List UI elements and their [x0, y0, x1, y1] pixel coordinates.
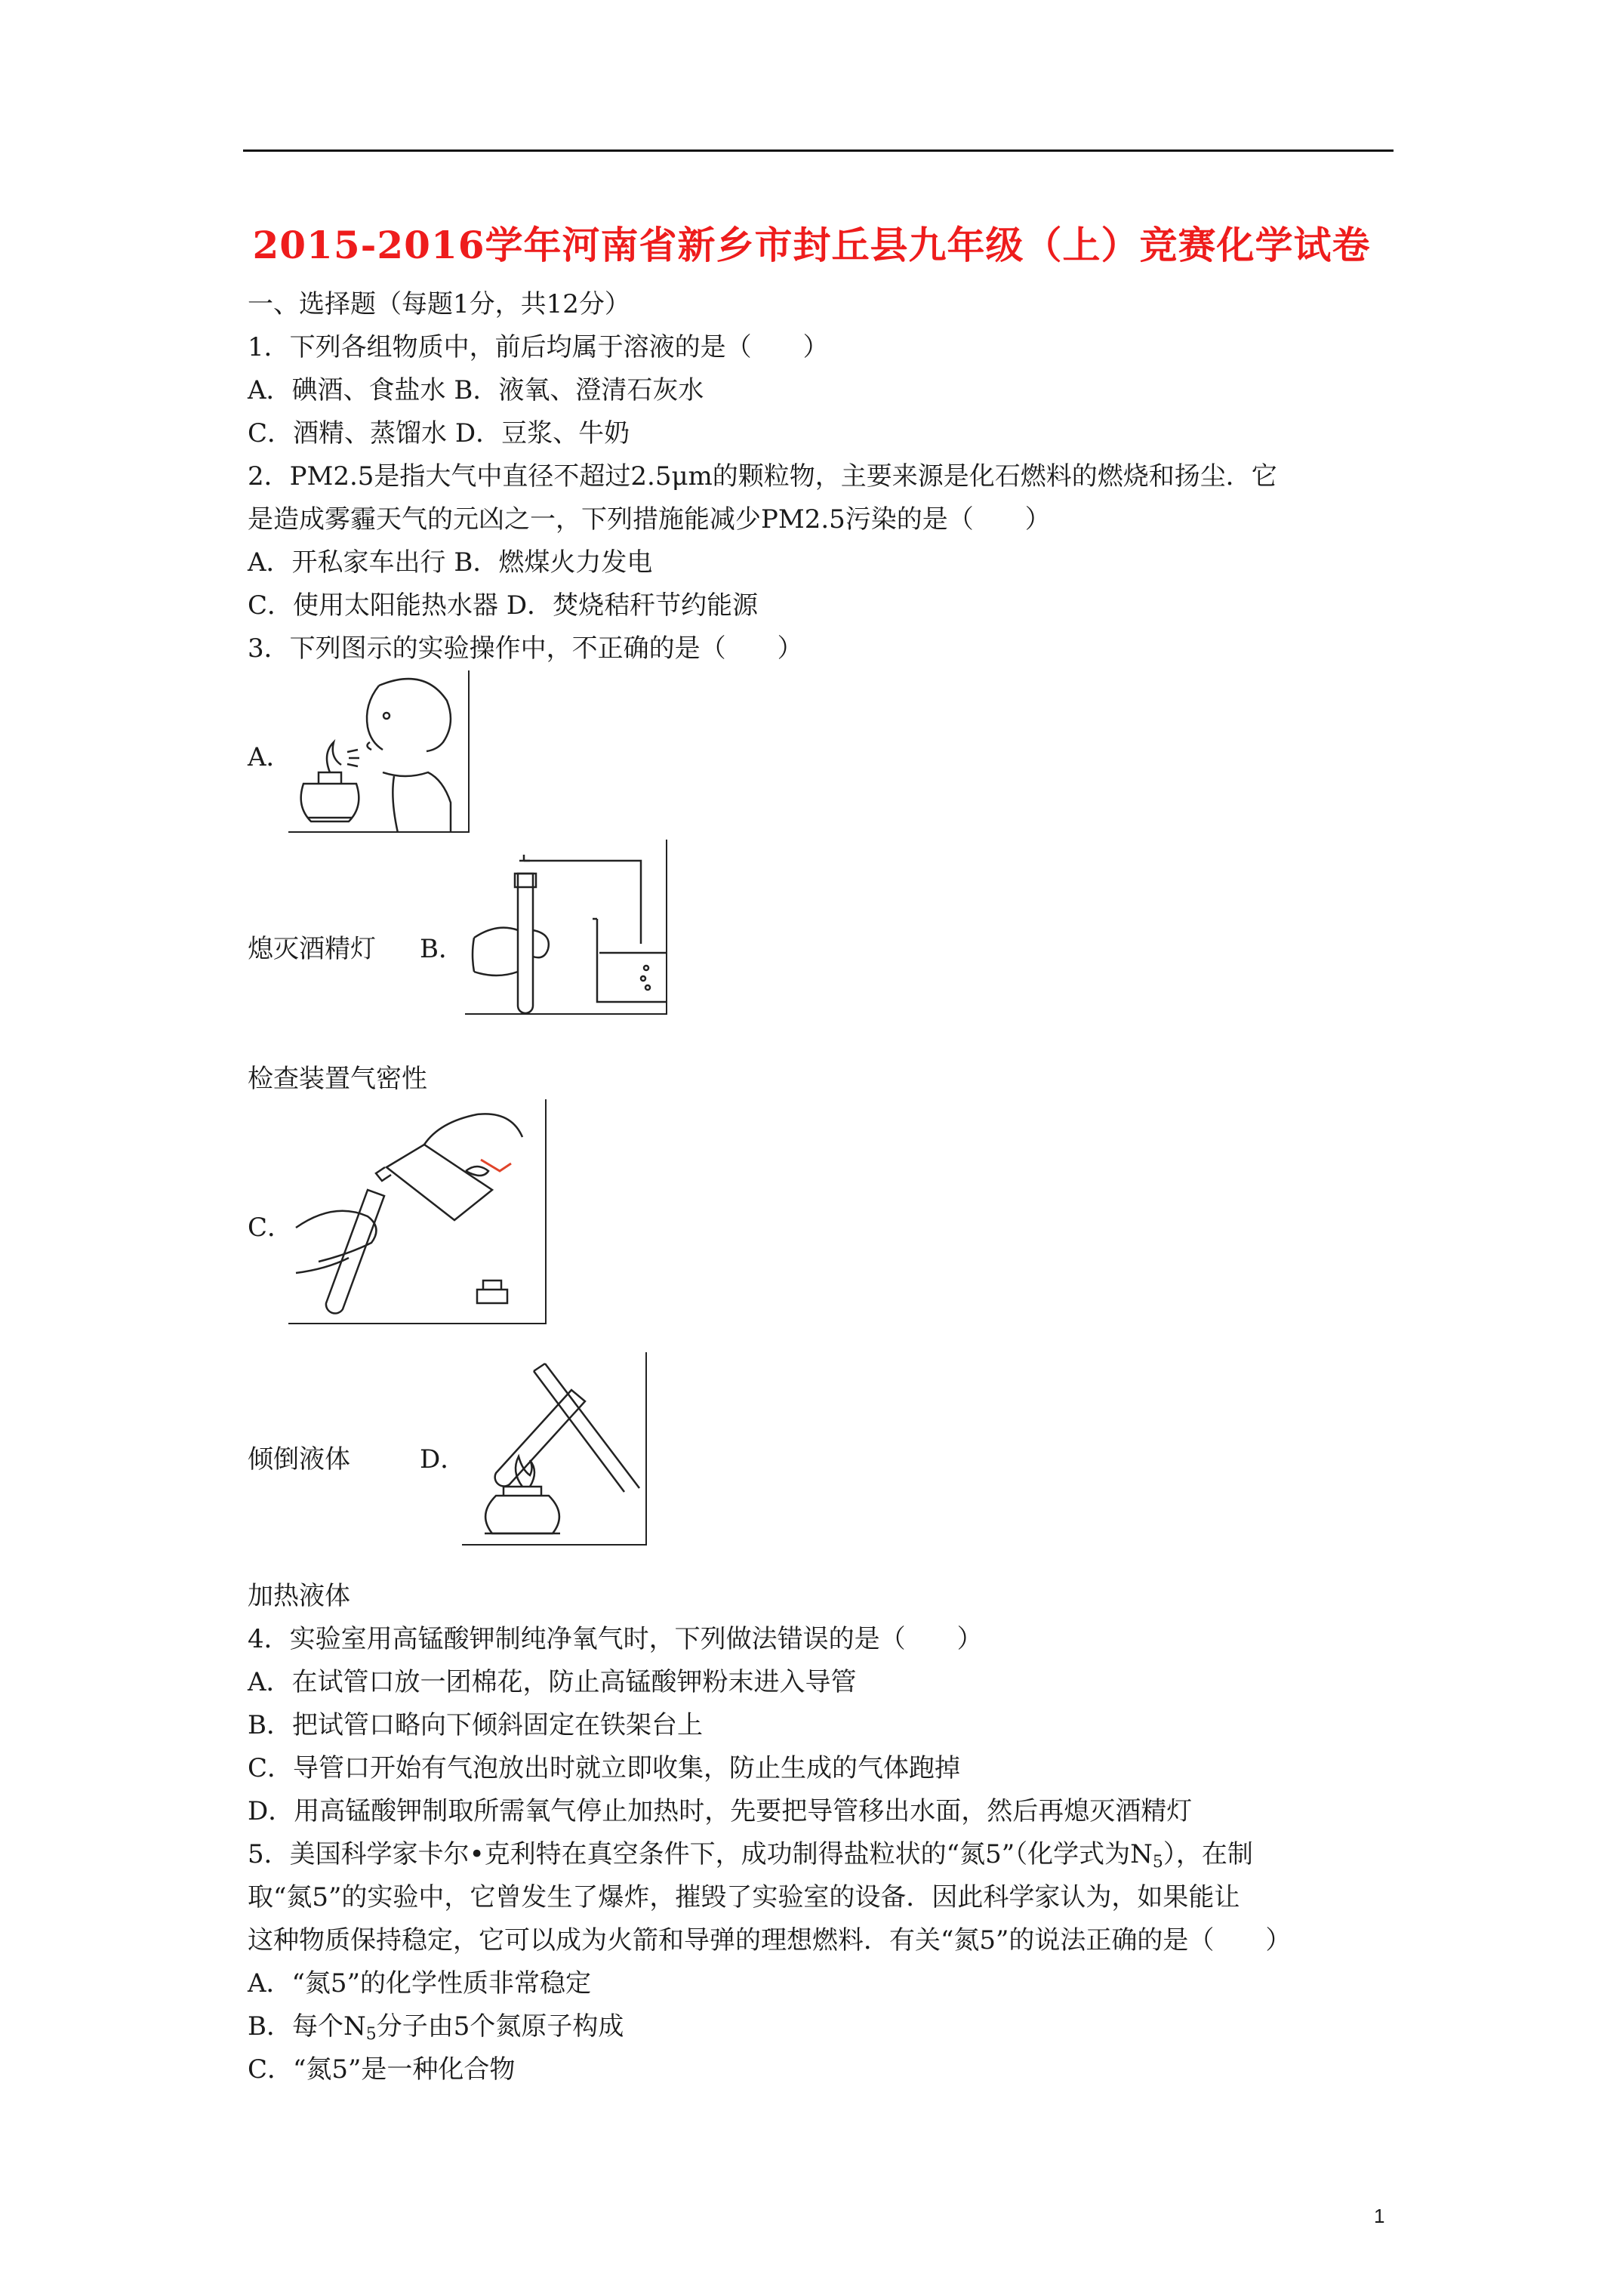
q3-option-a-label: A． — [248, 742, 292, 772]
q5-stem-line1-tail: ），在制 — [1163, 1839, 1253, 1869]
q4-option-d: D．用高锰酸钾制取所需氧气停止加热时，先要把导管移出水面，然后再熄灭酒精灯 — [248, 1796, 1193, 1826]
q3-option-b-caption: 检查装置气密性 — [248, 1064, 427, 1094]
q5-option-a: A．“氮5”的化学性质非常稳定 — [248, 1968, 591, 1999]
q3-option-b-label: B． — [420, 934, 464, 964]
q5-option-b — [248, 2011, 624, 2050]
q2-stem-line1: 2．PM2.5是指大气中直径不超过2.5μm的颗粒物，主要来源是化石燃料的燃烧和扬尘．它 — [248, 461, 1277, 492]
page-title: 2015-2016学年河南省新乡市封丘县九年级（上）竞赛化学试卷 — [252, 223, 1371, 267]
q3-stem: 3．下列图示的实验操作中，不正确的是（ ） — [248, 633, 803, 664]
q2-stem-line2: 是造成雾霾天气的元凶之一，下列措施能减少PM2.5污染的是（ ） — [248, 504, 1051, 535]
figure-heat-liquid — [462, 1352, 647, 1546]
q5-option-b-tail: 分子由5个氮原子构成 — [376, 2011, 624, 2042]
section-heading: 一、选择题（每题1分，共12分） — [248, 289, 630, 319]
q3-option-d-caption: 加热液体 — [248, 1581, 350, 1611]
q5-option-c: C．“氮5”是一种化合物 — [248, 2054, 516, 2085]
q2-options-ab: A．开私家车出行 B．燃煤火力发电 — [248, 547, 653, 578]
figure-extinguish-lamp — [288, 670, 470, 833]
q4-option-c: C．导管口开始有气泡放出时就立即收集，防止生成的气体跑掉 — [248, 1753, 961, 1783]
q5-stem-line1-text: 5．美国科学家卡尔•克利特在真空条件下，成功制得盐粒状的“氮5”（化学式为N — [248, 1839, 1153, 1869]
header-rule — [243, 149, 1394, 152]
q2-options-cd: C．使用太阳能热水器 D．焚烧秸秆节约能源 — [248, 590, 759, 621]
blowing-out-lamp-illustration — [288, 670, 470, 833]
q1-options-ab: A．碘酒、食盐水 B．液氧、澄清石灰水 — [248, 375, 704, 405]
q5-option-b-subscript: 5 — [365, 2025, 377, 2044]
q3-option-a-caption: 熄灭酒精灯 — [248, 934, 376, 964]
q5-stem-line1 — [248, 1839, 1253, 1878]
pouring-liquid-illustration — [288, 1099, 547, 1324]
q3-option-c-label: C． — [248, 1213, 294, 1243]
q5-stem-line3: 这种物质保持稳定，它可以成为火箭和导弹的理想燃料．有关“氮5”的说法正确的是（ ） — [248, 1925, 1292, 1955]
q4-option-a: A．在试管口放一团棉花，防止高锰酸钾粉末进入导管 — [248, 1667, 857, 1697]
figure-check-airtightness — [465, 840, 667, 1015]
q4-stem: 4．实验室用高锰酸钾制纯净氧气时，下列做法错误的是（ ） — [248, 1624, 983, 1654]
airtightness-apparatus-illustration — [465, 840, 667, 1015]
q5-option-b-text: B．每个N — [248, 2011, 366, 2042]
page-number: 1 — [1374, 2205, 1385, 2227]
figure-pour-liquid — [288, 1099, 547, 1324]
q3-option-c-caption: 倾倒液体 — [248, 1444, 350, 1475]
q5-formula-subscript: 5 — [1152, 1853, 1163, 1872]
q5-stem-line2: 取“氮5”的实验中，它曾发生了爆炸，摧毁了实验室的设备．因此科学家认为，如果能让 — [248, 1882, 1240, 1912]
q1-options-cd: C．酒精、蒸馏水 D．豆浆、牛奶 — [248, 418, 630, 448]
q4-option-b: B．把试管口略向下倾斜固定在铁架台上 — [248, 1710, 703, 1740]
q3-option-d-label: D． — [420, 1444, 467, 1475]
q1-stem: 1．下列各组物质中，前后均属于溶液的是（ ） — [248, 332, 829, 362]
heating-liquid-illustration — [462, 1352, 647, 1546]
